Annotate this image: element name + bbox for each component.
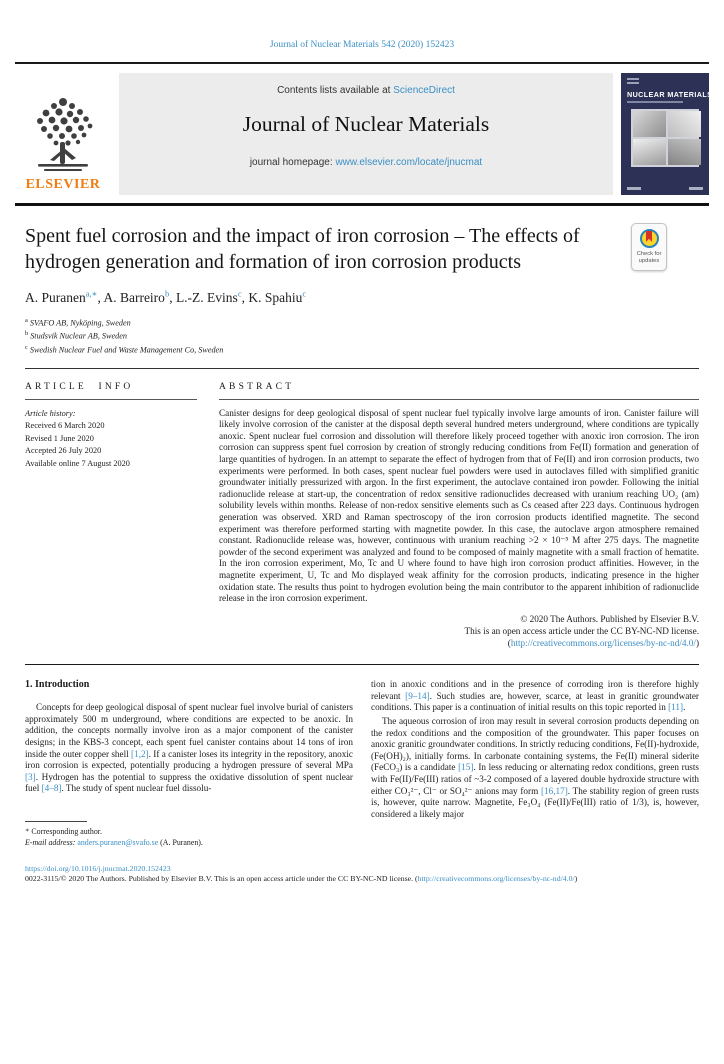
history-revised: Revised 1 June 2020 <box>25 433 94 443</box>
abstract-heading: ABSTRACT <box>219 381 295 392</box>
journal-title: Journal of Nuclear Materials <box>242 111 490 136</box>
article-info-column <box>25 382 197 649</box>
citation-ref[interactable]: [15] <box>458 762 474 773</box>
footnote-corresponding: ∗ Corresponding author. <box>25 827 102 837</box>
author: A. Puranen$^{a,∗}$, <box>25 288 104 305</box>
article-info-heading: ARTICLE INFO <box>25 381 134 392</box>
abstract-text: Canister designs for deep geological disposal of spent nuclear fuel typically involve large amounts of iron. Canister failure will likely involve corrosion of the canister at the disposal depth several hundred meters underground, where conditions are typically anoxic. Spent nuclear fuel corrosion and dissolution will therefore likely proceed together with anoxic iron corrosion. The iron corrosion can suppress spent fuel corrosion by creation of strongly reducing conditions from Fe(II) formation and generation of large quantities of hydrogen. In an attempt to separate the effect of hydrogen from that of Fe(II) and iron corrosion products, two experiments were performed. In both cases, spent nuclear fuel powders were used in autoclaves filled with simplified granitic groundwater initially pressurized with argon. In the first experiment, the autoclave contained iron powder. Following the initial radionuclide release at start-up, the concentration of redox sensitive radionuclides decreased with uranium reaching UO₂ (am) solubility levels within months. Release of non-redox sensitive elements such as Cs ceased after 223 days. Continuous hydrogen generation was observed. XRD and Raman spectroscopy of the iron corrosion products identified magnetite. The second experiment was therefore performed starting with magnetite powder. In this case, the autoclave argon atmosphere remained constant. Radionuclide release was, however, continuous with uranium reaching >2 × 10⁻⁵ M after 275 days. The magnetite powder of the second experiment was analyzed and found to be composed of mainly magnetite with a small fraction of hematite. In the iron corrosion experiment, Mo, Tc and U where found to have high iron corrosion product affinities. However, in the magnetite experiment, U, Tc and Mo displayed weak affinity for the corrosion products, indicating presence in the higher oxidation state. The results thus point to hydrogen evolution being the main contributor to the apparent inhibition of radionuclide release in the iron corrosion experiment. <box>219 407 699 604</box>
page-footer <box>25 864 699 884</box>
author-list <box>25 288 699 306</box>
affiliation: $^a$ SVAFO AB, Nyköping, Sweden <box>25 316 131 328</box>
journal-homepage-link[interactable]: www.elsevier.com/locate/jnucmat <box>335 156 483 168</box>
affiliation: $^b$ Studsvik Nuclear AB, Sweden <box>25 330 127 341</box>
author: L.-Z. Evins$^c$, <box>175 288 249 305</box>
citation-ref[interactable]: [9–14] <box>405 690 430 701</box>
cover-image-grid <box>631 109 699 167</box>
body-right-column <box>371 679 699 848</box>
corresponding-author-footnote <box>25 821 353 848</box>
cover-subtitle-bar <box>627 101 683 103</box>
footer-license-link[interactable]: http://creativecommons.org/licenses/by-nc-nd/4.0/ <box>417 874 575 884</box>
front-matter-rule <box>25 368 699 369</box>
contents-prefix: Contents lists available at <box>277 84 394 96</box>
masthead <box>15 62 713 206</box>
contents-line <box>127 85 605 96</box>
history-online: Available online 7 August 2020 <box>25 458 130 468</box>
intro-paragraph-right-2: The aqueous corrosion of iron may result in several corrosion products depending on the redox conditions and the composition of the groundwater. This paper focuses on anoxic granitic groundwater conditions. In strictly reducing conditions, Fe(II)-hydroxide, (Fe(OH)₂), initially forms. In carbonate containing systems, the Fe(II) mineral siderite (FeCO₃) is a candidate [15]. In less reducing or alternating redox conditions, green rusts with Fe(II)/Fe(III) ratios of ~3-2 composed of a layered double hydroxide structure with either CO₃²⁻, Cl⁻ or SO₄²⁻ anions may form [16,17]. The stability region of green rusts is, however, quite narrow. Magnetite, Fe₃O₄ (Fe(II)/Fe(III) ratio of 1/3), is, however, considered a likely major <box>371 716 700 819</box>
article-title: Spent fuel corrosion and the impact of iron corrosion – The effects of hydrogen generation and formation of iron corrosion products <box>25 225 580 273</box>
masthead-box <box>119 73 613 195</box>
copyright-line1: © 2020 The Authors. Published by Elsevier B.V. <box>520 613 699 624</box>
intro-paragraph-right-1: tion in anoxic conditions and in the presence of corroding iron is therefore highly relevant [9–14]. Such studies are, however, scarce, at least in granitic groundwater conditions. This paper is a continuation of initial results on this topic reported in [11]. <box>371 679 699 713</box>
license-line: (http://creativecommons.org/licenses/by-nc-nd/4.0/) <box>507 637 699 648</box>
cover-footer-marks <box>627 187 703 190</box>
doi-link[interactable]: https://doi.org/10.1016/j.jnucmat.2020.152423 <box>25 864 171 874</box>
elsevier-tree-icon <box>26 90 100 176</box>
email-link[interactable]: anders.puranen@svafo.se <box>75 837 159 847</box>
cc-license-link[interactable]: http://creativecommons.org/licenses/by-nc-nd/4.0/ <box>510 637 696 648</box>
cover-deco-lines <box>627 78 703 84</box>
section-heading-introduction: 1. Introduction <box>25 679 90 691</box>
cover-title: NUCLEAR MATERIALS <box>627 89 713 99</box>
intro-paragraph-left: Concepts for deep geological disposal of spent nuclear fuel involve burial of canisters approximately 500 m underground, where conditions are expected to be anoxic. In addition, the concepts normally involve iron as a major component of the canister designs; in the KBS-3 concept, each spent fuel canister contains about 14 tons of iron inside the outer copper shell [1,2]. If a canister loses its integrity in the repository, anoxic iron corrosion is expected, potentially producing a hydrogen pressure of several MPa [3]. Hydrogen has the potential to suppress the oxidative dissolution of spent nuclear fuel [4–8]. The study of spent nuclear fuel dissolu- <box>25 702 353 794</box>
homepage-prefix: journal homepage: <box>249 156 336 168</box>
copyright-line2: This is an open access article under the CC BY-NC-ND license. <box>464 625 699 636</box>
sciencedirect-link[interactable]: ScienceDirect <box>393 84 455 96</box>
citation-ref[interactable]: [16,17] <box>540 785 568 796</box>
author: K. Spahiu$^c$ <box>248 288 307 305</box>
citation-ref[interactable]: [1,2] <box>131 748 149 759</box>
body-divider-rule <box>25 664 699 666</box>
top-rule <box>15 62 709 64</box>
article-history-label: Article history: <box>25 408 76 418</box>
author: A. Barreiro$^b$, <box>103 288 176 305</box>
elsevier-logo <box>15 73 111 195</box>
citation-ref[interactable]: [3] <box>25 771 36 782</box>
affiliation-list <box>25 315 699 356</box>
affiliation: $^c$ Swedish Nuclear Fuel and Waste Management Co, Sweden <box>25 343 224 355</box>
homepage-line <box>127 157 605 168</box>
check-badge-line1: Check for <box>636 251 662 257</box>
history-received: Received 6 March 2020 <box>25 421 105 431</box>
abstract-column <box>219 382 699 649</box>
history-accepted: Accepted 26 July 2020 <box>25 446 102 456</box>
citation-ref[interactable]: [11] <box>668 702 684 713</box>
footnote-email: E-mail address: anders.puranen@svafo.se (A. Puranen). <box>25 837 203 847</box>
journal-cover-thumbnail[interactable] <box>621 73 713 195</box>
check-updates-icon <box>640 229 659 248</box>
issn-license-line: 0022-3115/© 2020 The Authors. Published by Elsevier B.V. This is an open access article under the CC BY-NC-ND license. (http://creativecommons.org/licenses/by-nc-nd/4.0/) <box>25 874 578 884</box>
body-left-column <box>25 679 353 848</box>
elsevier-wordmark: ELSEVIER <box>25 176 101 192</box>
journal-citation: Journal of Nuclear Materials 542 (2020) 152423 <box>269 40 455 50</box>
masthead-thick-rule <box>15 203 709 207</box>
copyright-block <box>219 613 699 649</box>
citation-ref[interactable]: [4–8] <box>41 783 62 794</box>
check-badge-line2: updates <box>638 258 660 264</box>
check-for-updates-badge[interactable] <box>631 223 667 271</box>
